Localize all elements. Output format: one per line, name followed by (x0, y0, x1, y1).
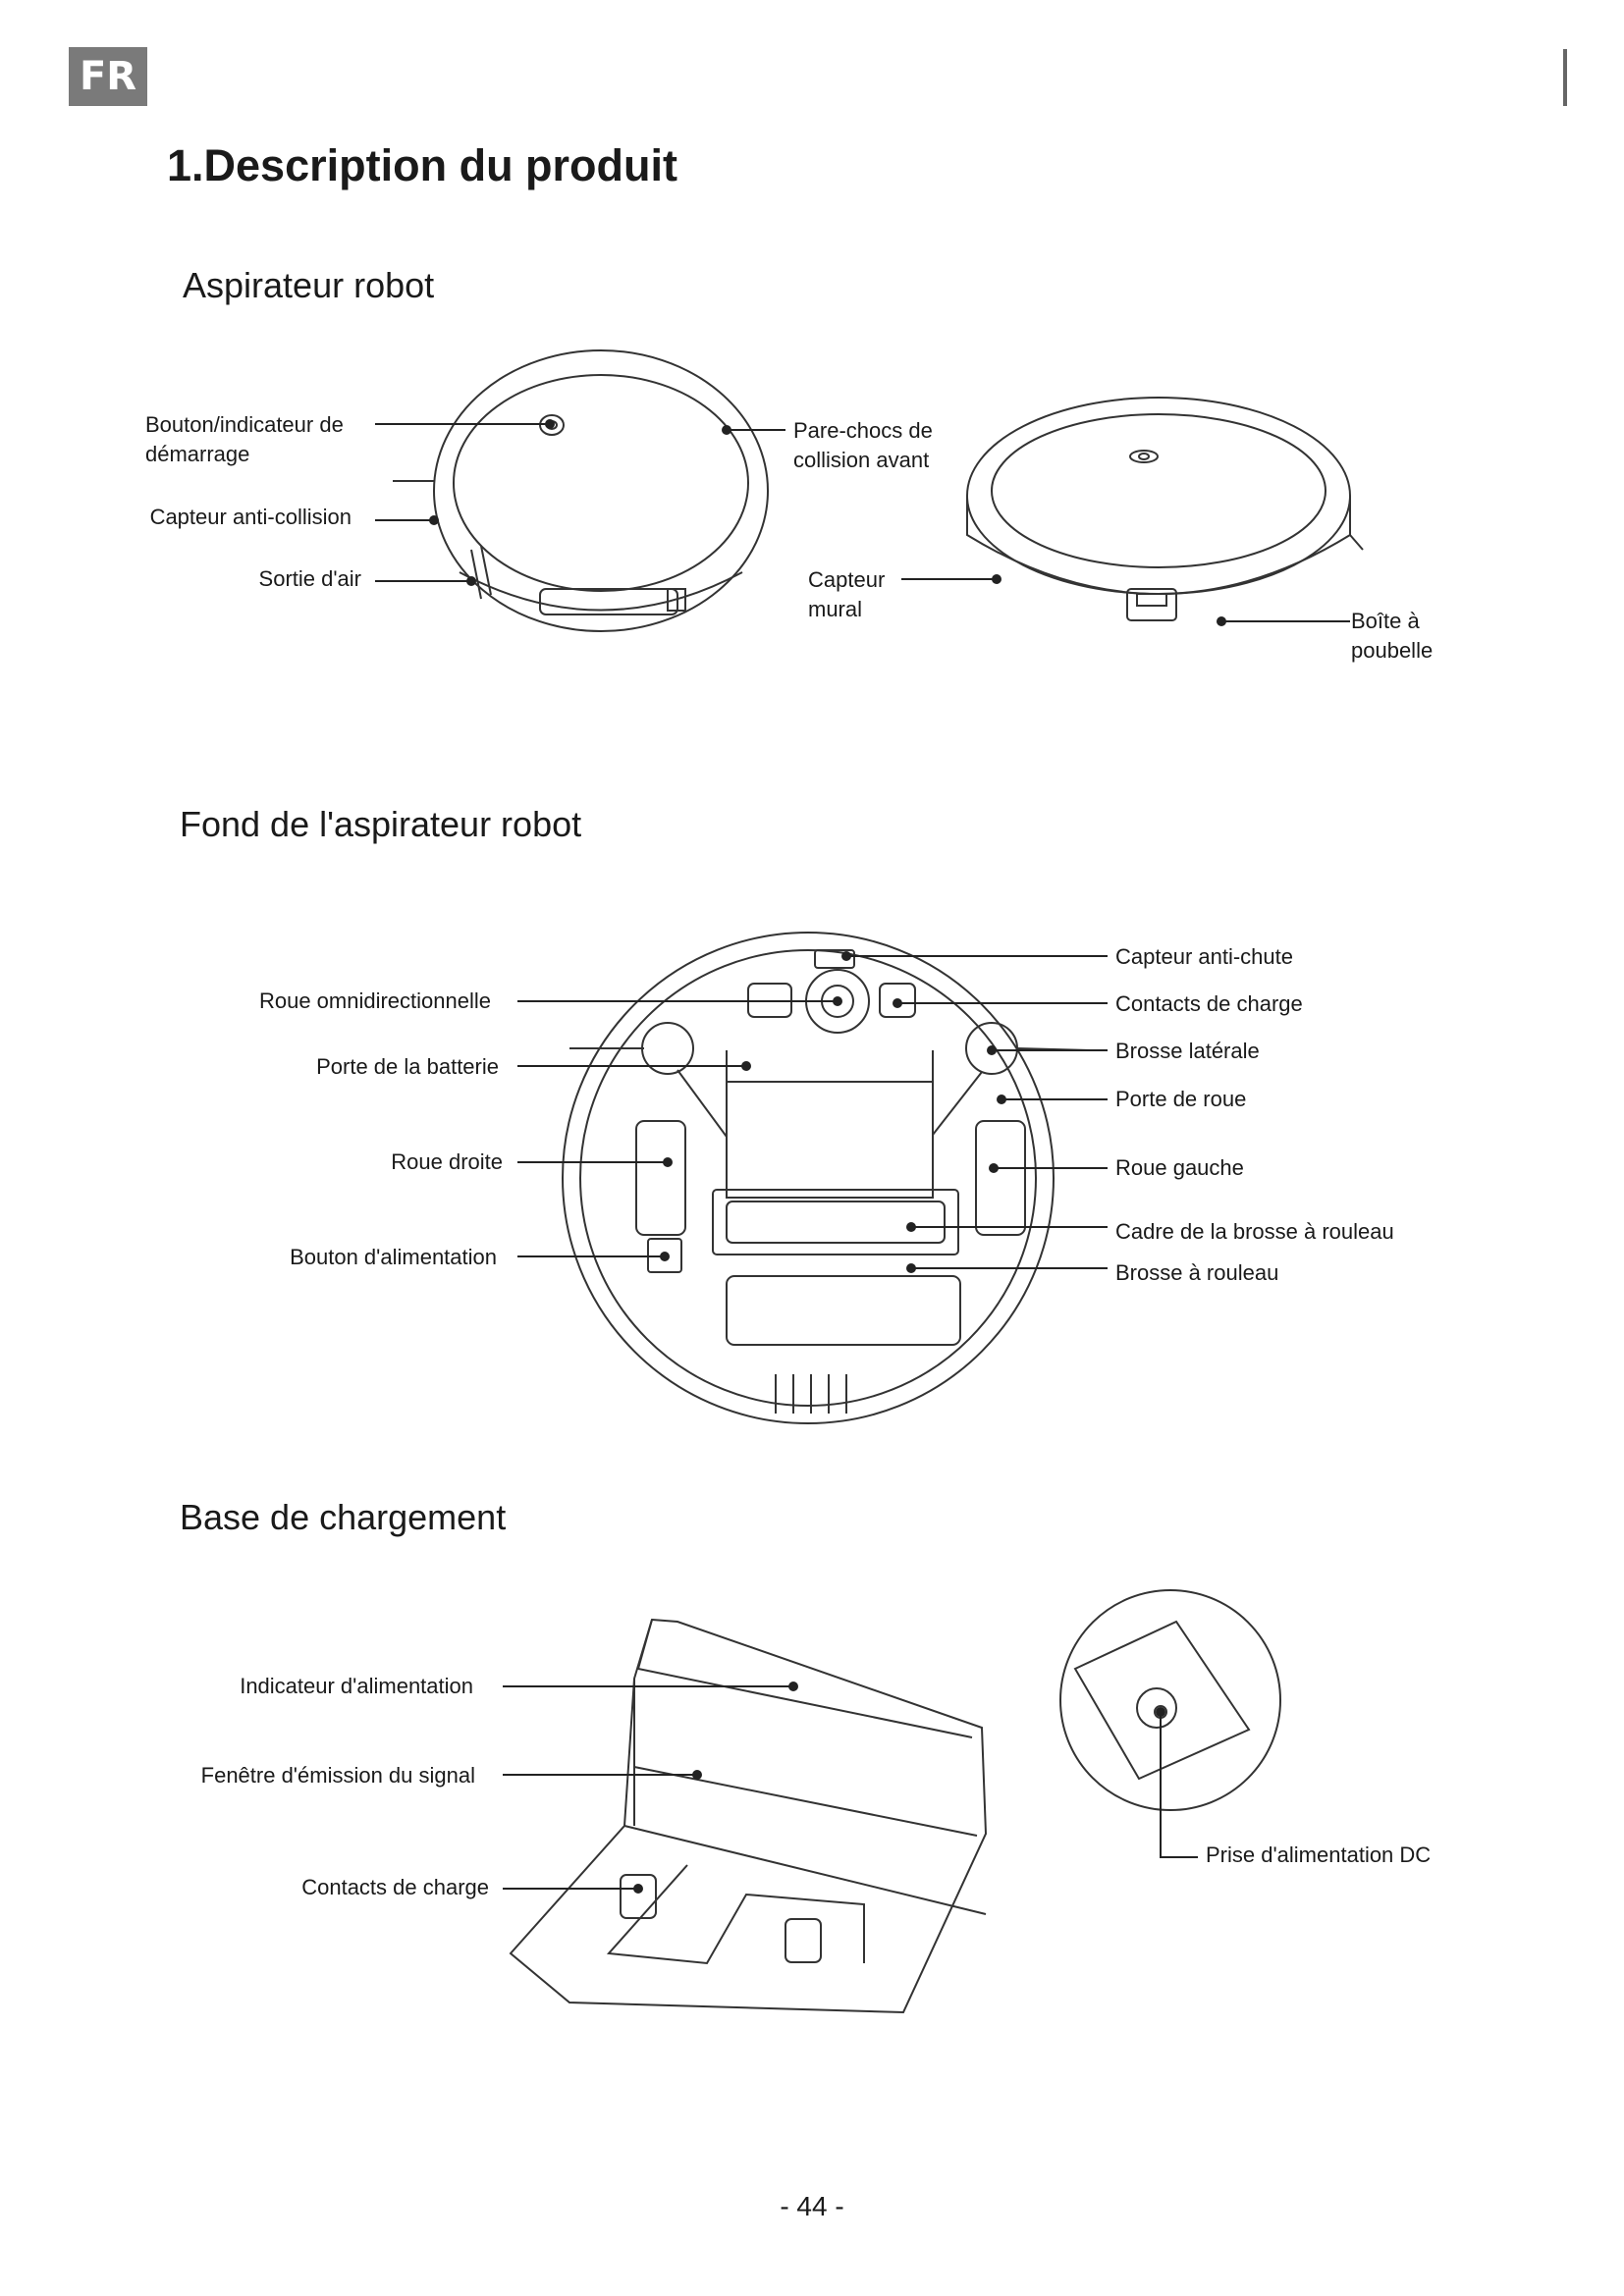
dc-jack-detail (1060, 1590, 1280, 1810)
label-battery-door: Porte de la batterie (316, 1054, 499, 1079)
language-badge: FR (69, 47, 147, 106)
label-left-wheel: Roue gauche (1115, 1155, 1244, 1180)
label-wall-sensor: Capteur mural (808, 567, 886, 621)
section-title-dock: Base de chargement (180, 1497, 507, 1537)
page-number: - 44 - (780, 2191, 844, 2221)
label-power-indicator: Indicateur d'alimentation (240, 1674, 473, 1698)
label-start-button: Bouton/indicateur de démarrage (145, 412, 344, 466)
label-charge-contacts-bottom: Contacts de charge (1115, 991, 1303, 1016)
charging-dock (511, 1620, 986, 2012)
label-roller-frame: Cadre de la brosse à rouleau (1115, 1219, 1394, 1244)
label-front-bumper: Pare-chocs de collision avant (793, 418, 933, 472)
label-air-outlet: Sortie d'air (258, 566, 361, 591)
label-charge-contacts-dock: Contacts de charge (301, 1875, 489, 1899)
label-cliff-sensor: Capteur anti-chute (1115, 944, 1293, 969)
label-right-wheel: Roue droite (391, 1149, 503, 1174)
label-side-brush: Brosse latérale (1115, 1039, 1260, 1063)
section-title-robot: Aspirateur robot (183, 265, 435, 305)
label-dust-bin: Boîte à poubelle (1351, 609, 1434, 663)
label-dc-jack: Prise d'alimentation DC (1206, 1842, 1432, 1867)
label-anti-collision-sensor: Capteur anti-collision (149, 505, 352, 529)
label-power-button: Bouton d'alimentation (290, 1245, 497, 1269)
label-roller-brush: Brosse à rouleau (1115, 1260, 1279, 1285)
label-wheel-door: Porte de roue (1115, 1087, 1247, 1111)
section-title-bottom: Fond de l'aspirateur robot (180, 804, 582, 844)
label-omni-wheel: Roue omnidirectionnelle (258, 988, 491, 1013)
page-title: 1.Description du produit (167, 140, 678, 190)
label-signal-window: Fenêtre d'émission du signal (200, 1763, 475, 1788)
